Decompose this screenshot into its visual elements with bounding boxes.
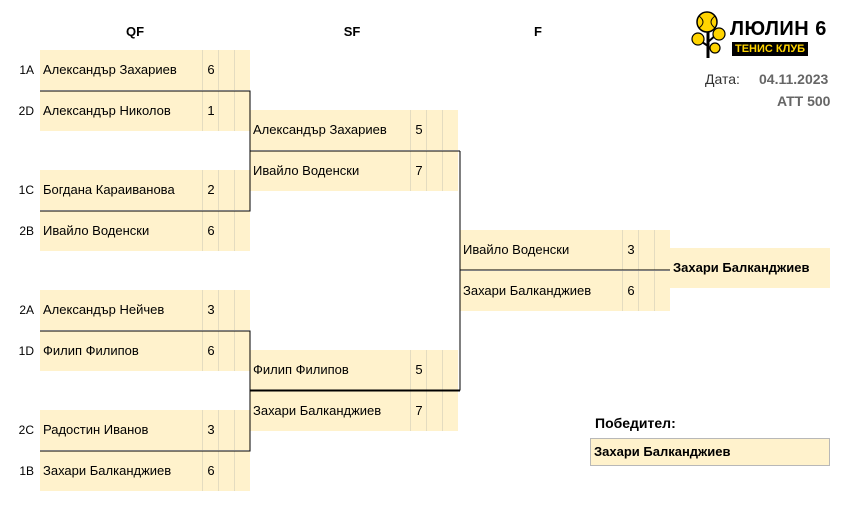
score-cell [202, 211, 218, 251]
winner-box [590, 438, 830, 466]
score-cell [442, 110, 458, 150]
player-name: Богдана Караиванова [40, 170, 202, 210]
score-cell [654, 271, 670, 311]
seed-label: 2D [18, 104, 34, 118]
set-score: 5 [415, 122, 423, 137]
set-score: 7 [415, 403, 423, 418]
score-cell [218, 410, 234, 450]
score-cell [218, 50, 234, 90]
score-cell [218, 91, 234, 131]
score-cell [426, 391, 442, 431]
score-cell [410, 110, 426, 150]
player-name: Радостин Иванов [40, 410, 202, 450]
player-name: Александър Захариев [250, 110, 410, 150]
tournament-category: ATT 500 [777, 93, 831, 109]
set-score: 6 [207, 343, 215, 358]
score-cell [426, 110, 442, 150]
score-cell [234, 211, 250, 251]
score-cell [234, 331, 250, 371]
club-logo [690, 10, 830, 62]
set-score: 7 [415, 163, 423, 178]
player-name: Захари Балканджиев [40, 451, 202, 491]
score-cell [218, 451, 234, 491]
date-label: Дата: [705, 71, 740, 87]
player-name: Захари Балканджиев [250, 391, 410, 431]
set-score: 3 [207, 302, 215, 317]
score-cell [234, 50, 250, 90]
score-cell [202, 91, 218, 131]
round-header-sf: SF [343, 24, 361, 39]
score-cell [202, 290, 218, 330]
score-cell [638, 271, 654, 311]
score-cell [442, 391, 458, 431]
score-cell [622, 230, 638, 270]
player-name: Захари Балканджиев [460, 271, 622, 311]
round-header-f: F [534, 24, 542, 39]
score-cell [218, 331, 234, 371]
score-cell [202, 410, 218, 450]
score-cell [202, 50, 218, 90]
set-score: 6 [207, 62, 215, 77]
player-name: Александър Нейчев [40, 290, 202, 330]
seed-label: 1C [18, 183, 34, 197]
winner-label: Победител: [595, 415, 676, 431]
score-cell [218, 211, 234, 251]
player-name: Александър Николов [40, 91, 202, 131]
seed-label: 1D [18, 344, 34, 358]
round-header-qf: QF [125, 24, 145, 39]
set-score: 3 [207, 422, 215, 437]
set-score: 6 [627, 283, 635, 298]
score-cell [638, 230, 654, 270]
score-cell [426, 151, 442, 191]
score-cell [234, 170, 250, 210]
seed-label: 2C [18, 423, 34, 437]
score-cell [442, 350, 458, 390]
player-name: Ивайло Воденски [460, 230, 622, 270]
score-cell [442, 151, 458, 191]
score-cell [202, 170, 218, 210]
logo-subtitle: ТЕНИС КЛУБ [732, 42, 808, 56]
player-name: Филип Филипов [40, 331, 202, 371]
seed-label: 2A [19, 303, 34, 317]
winner-name: Захари Балканджиев [594, 444, 731, 459]
set-score: 6 [207, 463, 215, 478]
score-cell [234, 451, 250, 491]
tennis-balls-tree-icon [690, 10, 728, 62]
seed-label: 1A [19, 63, 34, 77]
champion-name: Захари Балканджиев [673, 260, 810, 275]
seed-label: 1B [19, 464, 34, 478]
player-name: Филип Филипов [250, 350, 410, 390]
score-cell [654, 230, 670, 270]
score-cell [410, 350, 426, 390]
logo-title: ЛЮЛИН 6 [730, 18, 827, 40]
score-cell [426, 350, 442, 390]
date-value: 04.11.2023 [759, 71, 829, 87]
seed-label: 2B [19, 224, 34, 238]
score-cell [410, 391, 426, 431]
set-score: 6 [207, 223, 215, 238]
score-cell [622, 271, 638, 311]
set-score: 5 [415, 362, 423, 377]
score-cell [234, 410, 250, 450]
player-name: Ивайло Воденски [40, 211, 202, 251]
set-score: 1 [207, 103, 215, 118]
champion-cell [670, 248, 830, 288]
player-name: Ивайло Воденски [250, 151, 410, 191]
score-cell [410, 151, 426, 191]
score-cell [218, 170, 234, 210]
score-cell [202, 331, 218, 371]
player-name: Александър Захариев [40, 50, 202, 90]
score-cell [202, 451, 218, 491]
score-cell [218, 290, 234, 330]
set-score: 2 [207, 182, 215, 197]
score-cell [234, 91, 250, 131]
set-score: 3 [627, 242, 635, 257]
score-cell [234, 290, 250, 330]
